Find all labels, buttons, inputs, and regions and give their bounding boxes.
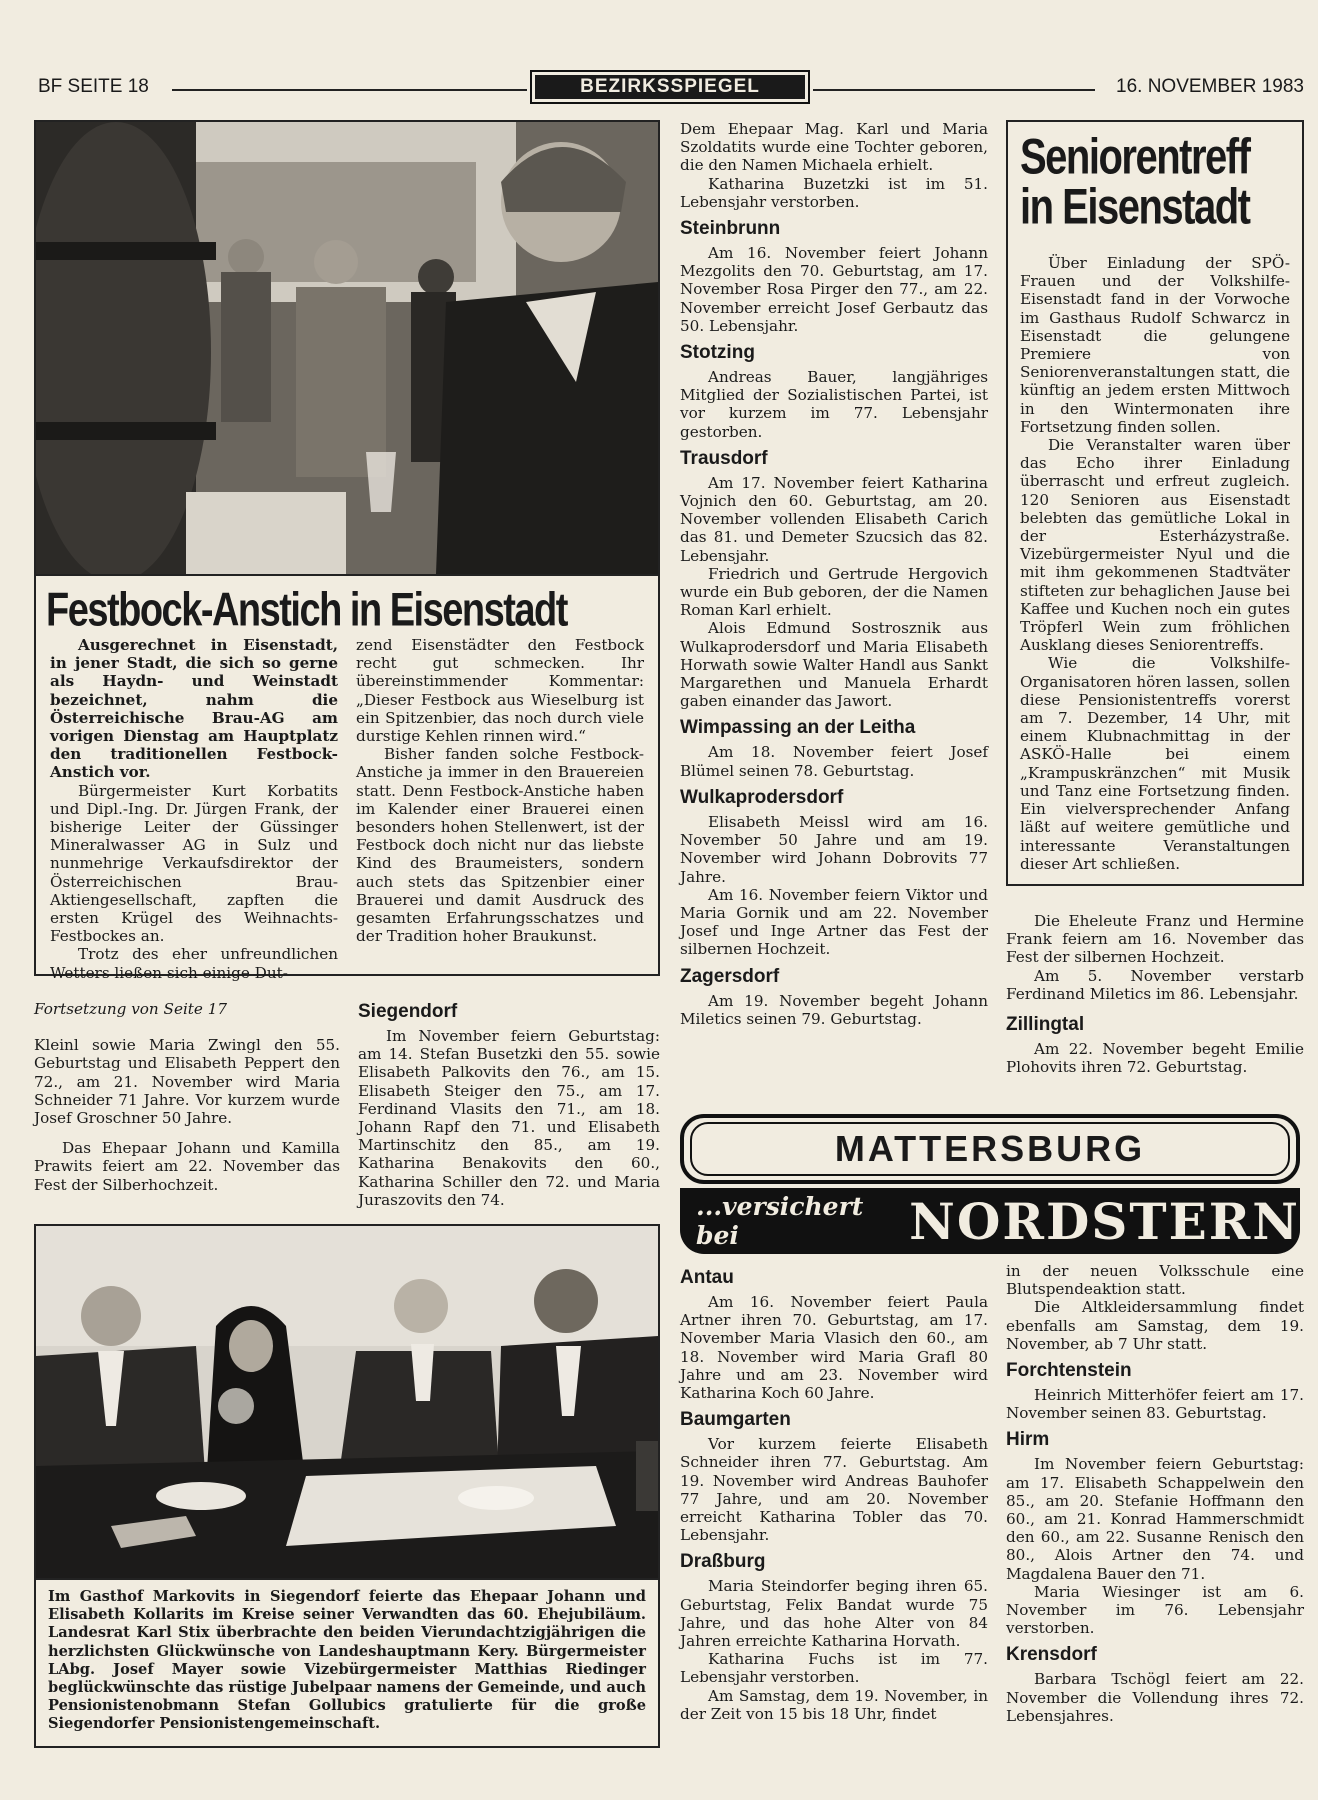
wulkaprodersdorf-para-2: Am 16. November feiern Viktor und Maria Gornik und am 22. November Josef und Inge Artner das Fest der silbernen Hochzeit. — [680, 885, 988, 959]
feature-col1-para-2: Bürgermeister Kurt Korbatits und Dipl.-Ing. Dr. Jürgen Frank, der bisherige Leiter der Güssinger Mineralwasser AG in Sulz und nunmehrige Verkaufsdirektor der Österreichischen Brau-Aktiengesellschaft, zapften die ersten Krügel des Weihnachts-Festbockes an. — [50, 781, 338, 946]
hirm-para-1: Im November feiern Geburtstag: am 17. Elisabeth Schappelwein den 85., am 20. Stefanie Hoffmann den 60., am 21. Konrad Hammerschmidt den 60., am 22. Susanne Renisch den 80., Alois Artner den 74. und Magdalena Bauer den 71. — [1006, 1455, 1304, 1583]
clothing-collection-notice: Die Altkleidersammlung findet ebenfalls am Samstag, dem 19. November, ab 7 Uhr statt. — [1006, 1298, 1304, 1353]
mattersburg-left-column — [680, 1260, 988, 1723]
intro-para-1: Dem Ehepaar Mag. Karl und Maria Szoldatits wurde eine Tochter geboren, die den Namen Michaela erhielt. — [680, 120, 988, 175]
obituary-notice: Am 5. November verstarb Ferdinand Miletics im 86. Lebensjahr. — [1006, 966, 1304, 1003]
mattersburg-banner — [680, 1114, 1300, 1184]
header-rule-right — [813, 89, 1095, 91]
feature-column-2 — [356, 636, 644, 982]
zillingtal-text: Am 22. November begeht Emilie Plohovits ihren 72. Geburtstag. — [1006, 1040, 1304, 1077]
antau-para-1: Am 16. November feiert Paula Artner ihren 70. Geburtstag, am 17. November Maria Vlasich den 60., am 18. November wird Maria Grafl 80 Jahre und am 23. November wird Katharina Koch 60 Jahre. — [680, 1293, 988, 1403]
feature-col1-para-3: Trotz des eher unfreundlichen Wetters ließen sich einige Dut- — [50, 945, 338, 982]
seniorentreff-headline — [1020, 129, 1290, 244]
jubilee-photo — [36, 1226, 658, 1578]
mattersburg-banner-title: MATTERSBURG — [690, 1122, 1290, 1176]
jubilee-article — [34, 1224, 660, 1748]
continuation-para-2: Das Ehepaar Johann und Kamilla Prawits feiert am 22. November das Fest der Silberhochzeit. — [34, 1139, 340, 1194]
masthead — [530, 70, 810, 104]
feature-column-1 — [50, 636, 338, 982]
baumgarten-para-1: Vor kurzem feierte Elisabeth Schneider ihren 77. Geburtstag. Am 19. November wird Andreas Bauhofer 77 Jahre, und am 20. November erreicht Katharina Tobler das 70. Lebensjahr. — [680, 1435, 988, 1545]
nordstern-banner — [680, 1188, 1300, 1254]
seniorentreff-headline-line2: in Eisenstadt — [1020, 179, 1250, 235]
siegendorf-section — [358, 994, 660, 1209]
seniorentreff-para-2: Die Veranstalter waren über das Echo ihrer Einladung überrascht und erfreut zugleich. 120 Senioren aus Eisenstadt belebten das gemütliche Lokal in der Esterházystraße. Vizebürgermeister Nyul und die mit ihm gekommenen Stadtväter stifteten zur behaglichen Jause bei Kaffee und Kuchen noch ein gutes Tröpferl Wein zum fröhlichen Ausklang dieses Seniorentreffs. — [1020, 436, 1290, 655]
drassburg-para-3: Am Samstag, dem 19. November, in der Zeit von 15 bis 18 Uhr, findet — [680, 1686, 988, 1723]
hirm-para-2: Maria Wiesinger ist am 6. November im 76. Lebensjahr verstorben. — [1006, 1582, 1304, 1638]
zagersdorf-para-1: Am 19. November begeht Johann Miletics seinen 79. Geburtstag. — [680, 991, 988, 1028]
trausdorf-para-3: Alois Edmund Sostrosznik aus Wulkaprodersdorf und Maria Elisabeth Horwath sowie Walter Handl aus Sankt Margarethen und Manuela Erhardt gaben einander das Jawort. — [680, 619, 988, 711]
silver-wedding-notice: Die Eheleute Franz und Hermine Frank feiern am 16. November das Fest der silbernen Hochzeit. — [1006, 912, 1304, 967]
feature-col1-para-1: Ausgerechnet in Eisenstadt, in jener Stadt, die sich so gerne als Haydn- und Weinstadt bezeichnet, nahm die Österreichische Brau-AG am vorigen Dienstag am Hauptplatz den traditionellen Festbock-Anstich vor. — [50, 636, 338, 782]
issue-date: 16. NOVEMBER 1983 — [1116, 76, 1304, 97]
drassburg-title: Draßburg — [680, 1551, 766, 1573]
feature-col2-para-2: Bisher fanden solche Festbock-Anstiche ja immer in den Brauereien statt. Denn Festbock-Anstiche haben im Kalender einer Brauerei einen besonders hohen Stellenwert, ist der Festbock doch nicht nur das liebste Kind des Braumeisters, sondern auch stets das Spitzenbier einer Brauerei und damit Ausdruck des gesamten Erfahrungsschatzes und der Tradition hoher Braukunst. — [356, 745, 644, 946]
mattersburg-right-sections — [1006, 1359, 1304, 1725]
siegendorf-title: Siegendorf — [358, 1001, 458, 1022]
trausdorf-para-1: Am 17. November feiert Katharina Vojnich den 60. Geburtstag, am 20. November vollenden Elisabeth Carich das 81. und Demeter Szucsich das 82. Lebensjahr. — [680, 473, 988, 565]
wimpassing-an-der-leitha-title: Wimpassing an der Leitha — [680, 717, 916, 739]
seniorentreff-headline-line1: Seniorentreff — [1020, 129, 1250, 185]
feature-columns — [46, 636, 648, 982]
zagersdorf-title: Zagersdorf — [680, 965, 780, 987]
festbock-photo-image — [36, 122, 658, 574]
page-number: BF SEITE 18 — [38, 76, 149, 97]
seniorentreff-article — [1006, 120, 1304, 886]
jubilee-caption: Im Gasthof Markovits in Siegendorf feierte das Ehepaar Johann und Elisabeth Kollarits im Kreise seiner Verwandten das 60. Ehejubiläum. Landesrat Karl Stix überbrachte den beiden Vierundachtzigjährigen die herzlichsten Glückwünsche von Landeshauptmann Kery. Bürgermeister LAbg. Josef Mayer sowie Vizebürgermeister Matthias Riedinger beglückwünschte das rüstige Jubelpaar namens der Gemeinde, und auch Pensionistenobmann Stefan Gollubics gratulierte für die große Siegendorfer Pensionistengemeinschaft. — [36, 1578, 658, 1742]
local-news-sections — [680, 217, 988, 1028]
continuation-para-1: Kleinl sowie Maria Zwingl den 55. Geburtstag und Elisabeth Peppert den 72., am 21. November wird Maria Schneider 71 Jahre. Vor kurzem wurde Josef Groschner 50 Jahre. — [34, 1036, 340, 1128]
antau-title: Antau — [680, 1267, 734, 1288]
steinbrunn-title: Steinbrunn — [680, 218, 781, 240]
drassburg-para-1: Maria Steindorfer beging ihren 65. Geburtstag, Felix Bandat wurde 75 Jahre, und das hohe Alter von 84 Jahren erreichte Katharina Horvath. — [680, 1577, 988, 1651]
trausdorf-title: Trausdorf — [680, 447, 768, 469]
wulkaprodersdorf-para-1: Elisabeth Meissl wird am 16. November 50 Jahre und am 19. November wird Johann Dobrovits 77 Jahre. — [680, 812, 988, 886]
festbock-photo — [36, 122, 658, 574]
stotzing-title: Stotzing — [680, 342, 755, 364]
forchtenstein-para-1: Heinrich Mitterhöfer feiert am 17. November seinen 83. Geburtstag. — [1006, 1386, 1304, 1423]
continuation-block — [34, 1000, 340, 1194]
feature-article — [34, 120, 660, 982]
siegendorf-text: Im November feiern Geburtstag: am 14. Stefan Busetzki den 55. sowie Elisabeth Palkovits den 76., am 15. Elisabeth Steiger den 75., am 17. Ferdinand Vlasits den 71., am 18. Johann Rapf den 71. und Elisabeth Martinschitz den 85., am 19. Katharina Benakovits den 60., Katharina Schiller den 72. und Maria Juraszovits den 74. — [358, 1027, 660, 1209]
drassburg-para-2: Katharina Fuchs ist im 77. Lebensjahr verstorben. — [680, 1650, 988, 1687]
feature-col2-para-1: zend Eisenstädter den Festbock recht gut schmecken. Ihr übereinstimmender Kommentar: „Dieser Festbock aus Wieselburg ist ein Spitzenbier, das noch durch viele durstige Kehlen rinnen wird.“ — [356, 636, 644, 746]
krensdorf-title: Krensdorf — [1006, 1644, 1097, 1666]
jubilee-photo-image — [36, 1226, 658, 1578]
seniorentreff-body — [1020, 254, 1290, 873]
intro-para-2: Katharina Buzetzki ist im 51. Lebensjahr verstorben. — [680, 174, 988, 211]
nordstern-logo: NORDSTERN — [909, 1191, 1300, 1251]
header-rule-left — [172, 89, 527, 91]
masthead-title: BEZIRKSSPIEGEL — [535, 75, 805, 99]
feature-headline: Festbock-Anstich in Eisenstadt — [46, 584, 567, 637]
continuation-label: Fortsetzung von Seite 17 — [34, 1000, 228, 1018]
stotzing-para-1: Andreas Bauer, langjähriges Mitglied der Sozialistischen Partei, ist vor kurzem im 77. Lebensjahr gestorben. — [680, 368, 988, 441]
steinbrunn-para-1: Am 16. November feiert Johann Mezgolits den 70. Geburtstag, am 17. November Rosa Pirger den 77., am 22. November erreicht Josef Gerbautz das 50. Lebensjahr. — [680, 244, 988, 335]
local-news-column — [680, 120, 988, 1028]
forchtenstein-title: Forchtenstein — [1006, 1360, 1132, 1382]
feature-headline-wrap — [46, 584, 648, 636]
trausdorf-para-2: Friedrich und Gertrude Hergovich wurde ein Bub geboren, der die Namen Roman Karl erhielt. — [680, 564, 988, 620]
blood-drive-notice: in der neuen Volksschule eine Blutspendeaktion statt. — [1006, 1262, 1304, 1299]
baumgarten-title: Baumgarten — [680, 1409, 791, 1431]
seniorentreff-para-1: Über Einladung der SPÖ-Frauen und der Volkshilfe-Eisenstadt fand in der Vorwoche im Gasthaus Rudolf Schwarcz in Eisenstadt die gelungene Premiere von Seniorenveranstaltungen statt, die künftig an jedem ersten Mittwoch in den Wintermonaten ihre Fortsetzung finden sollen. — [1020, 254, 1290, 436]
nordstern-banner-prefix: ...versichert bei — [696, 1192, 864, 1250]
seniorentreff-para-3: Wie die Volkshilfe-Organisatoren hören lassen, sollen diese Pensionistentreffs vorerst am 7. Dezember, 14 Uhr, mit einem Klubnachmittag in der ASKÖ-Halle bei einem „Krampuskränzchen“ mit Musik und Tanz eine Fortsetzung finden. Ein vielversprechender Anfang läßt auf weitere gemütliche und interessante Veranstaltungen dieser Art schließen. — [1020, 654, 1290, 873]
mattersburg-right-column — [1006, 1262, 1304, 1725]
feature-body — [36, 574, 658, 982]
krensdorf-para-1: Barbara Tschögl feiert am 22. November die Vollendung ihres 72. Lebensjahres. — [1006, 1670, 1304, 1725]
zillingtal-title: Zillingtal — [1006, 1014, 1085, 1036]
hirm-title: Hirm — [1006, 1429, 1050, 1451]
wimpassing-an-der-leitha-para-1: Am 18. November feiert Josef Blümel seinen 78. Geburtstag. — [680, 743, 988, 780]
right-column-notices — [1006, 912, 1304, 1076]
wulkaprodersdorf-title: Wulkaprodersdorf — [680, 786, 844, 808]
